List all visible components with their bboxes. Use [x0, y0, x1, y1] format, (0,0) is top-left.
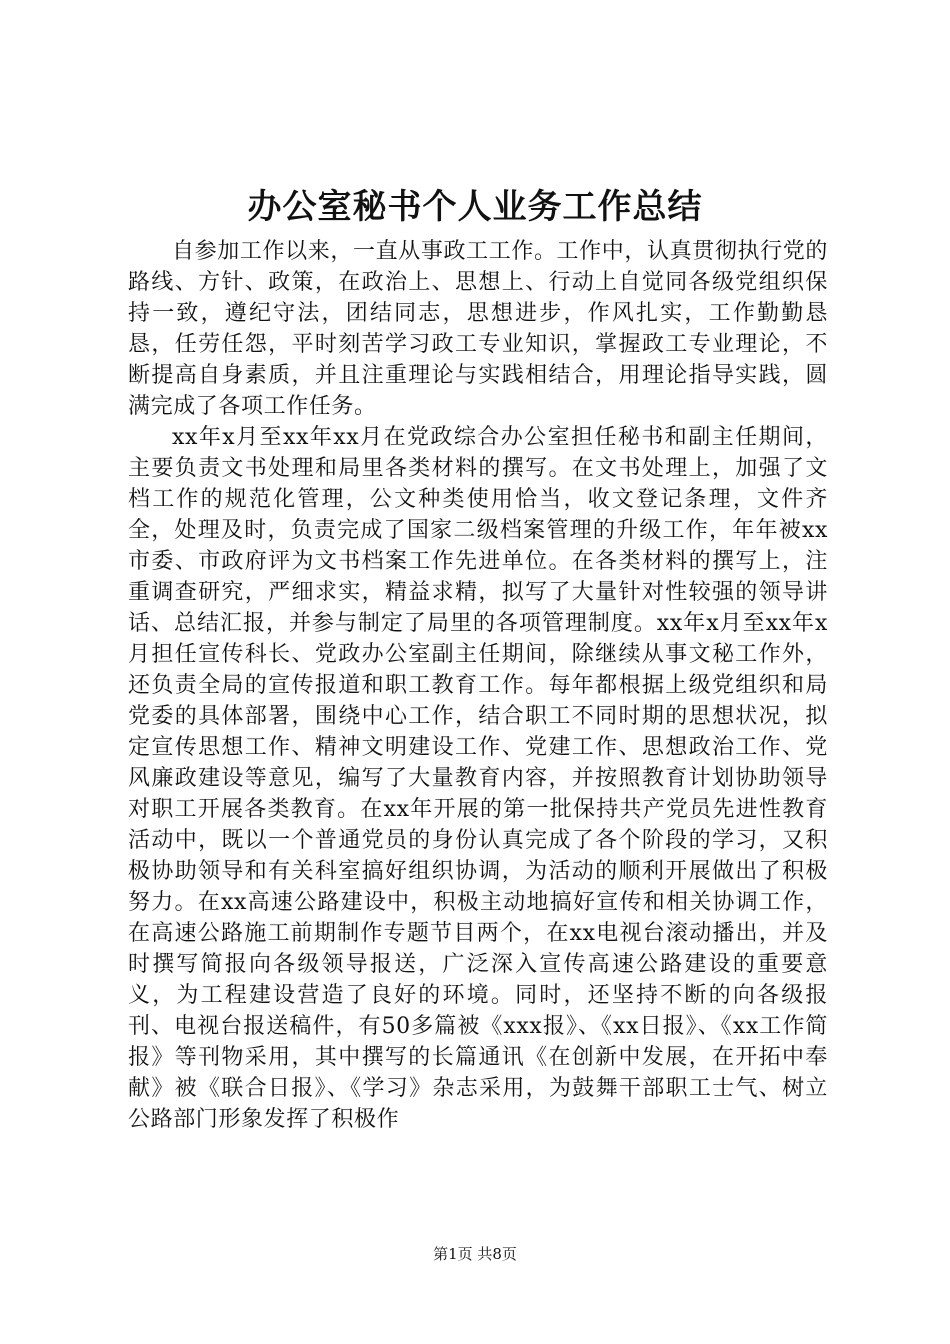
page-number-footer: 第1页 共8页 — [433, 1245, 517, 1263]
paragraph-2: xx年x月至xx年xx月在党政综合办公室担任秘书和副主任期间，主要负责文书处理和局里各类材料的撰写。在文书处理上，加强了文档工作的规范化管理，公文种类使用恰当，收文登记条理，文件齐全，处理及时，负责完成了国家二级档案管理的升级工作，年年被xx市委、市政府评为文书档案工作先进单位。在各类材料的撰写上，注重调查研究，严细求实，精益求精，拟写了大量针对性较强的领导讲话、总结汇报，并参与制定了局里的各项管理制度。xx年x月至xx年x月担任宣传科长、党政办公室副主任期间，除继续从事文秘工作外，还负责全局的宣传报道和职工教育工作。每年都根据上级党组织和局党委的具体部署，围绕中心工作，结合职工不同时期的思想状况，拟定宣传思想工作、精神文明建设工作、党建工作、思想政治工作、党风廉政建设等意见，编写了大量教育内容，并按照教育计划协助领导对职工开展各类教育。在xx年开展的第一批保持共产党员先进性教育活动中，既以一个普通党员的身份认真完成了各个阶段的学习，又积极协助领导和有关科室搞好组织协调，为活动的顺利开展做出了积极努力。在xx高速公路建设中，积极主动地搞好宣传和相关协调工作，在高速公路施工前期制作专题节目两个，在xx电视台滚动播出，并及时撰写简报向各级领导报送，广泛深入宣传高速公路建设的重要意义，为工程建设营造了良好的环境。同时，还坚持不断的向各级报刊、电视台报送稿件，有50多篇被《xxx报》、《xx日报》、《xx工作简报》等刊物采用，其中撰写的长篇通讯《在创新中发展，在开拓中奉献》被《联合日报》、《学习》杂志采用，为鼓舞干部职工士气、树立公路部门形象发挥了积极作 — [128, 425, 828, 1132]
document-body — [128, 236, 828, 1135]
paragraph-1: 自参加工作以来，一直从事政工工作。工作中，认真贯彻执行党的路线、方针、政策，在政治上、思想上、行动上自觉同各级党组织保持一致，遵纪守法，团结同志，思想进步，作风扎实，工作勤勤恳恳，任劳任怨，平时刻苦学习政工专业知识，掌握政工专业理论，不断提高自身素质，并且注重理论与实践相结合，用理论指导实践，圆满完成了各项工作任务。 — [128, 239, 828, 419]
document-title: 办公室秘书个人业务工作总结 — [247, 187, 703, 227]
